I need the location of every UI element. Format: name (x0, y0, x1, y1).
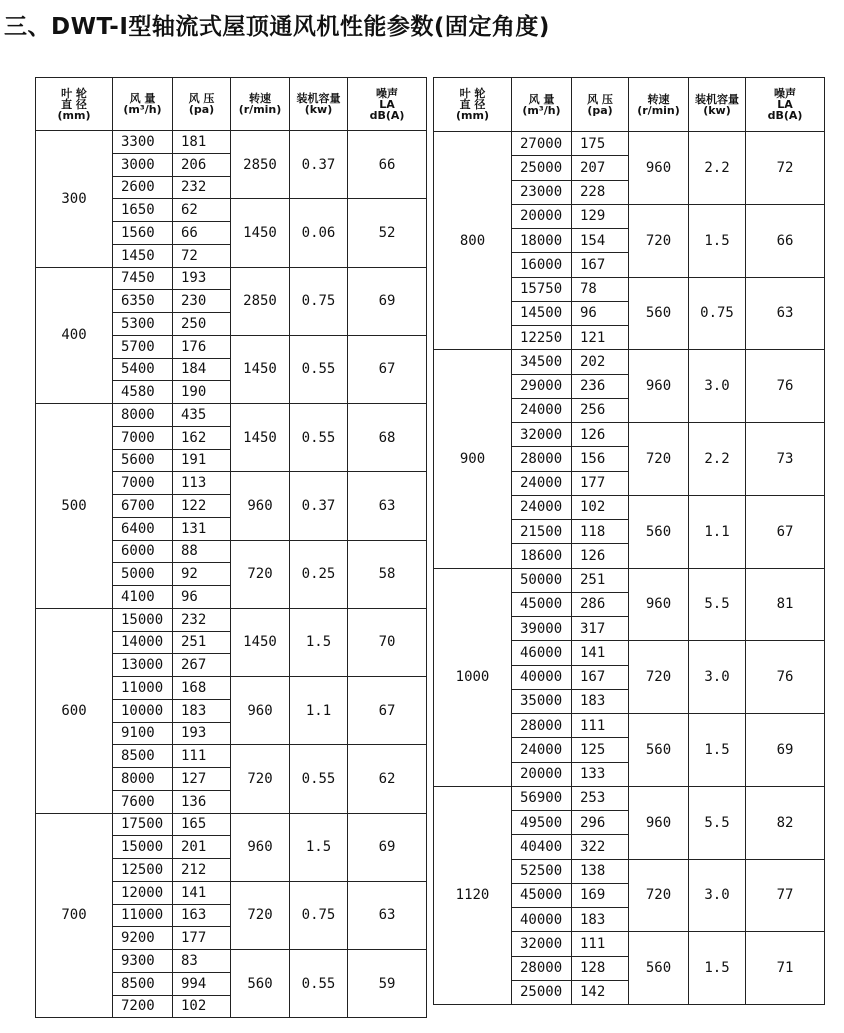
airflow-cell: 14000 (113, 631, 173, 654)
airflow-cell: 5600 (113, 449, 173, 472)
pressure-cell: 232 (173, 608, 231, 631)
power-cell: 0.55 (290, 404, 348, 472)
diameter-cell: 500 (36, 404, 113, 609)
airflow-cell: 28000 (512, 956, 572, 980)
pressure-cell: 232 (173, 176, 231, 199)
speed-cell: 2850 (231, 267, 290, 335)
power-cell: 1.5 (689, 714, 746, 787)
noise-cell: 66 (746, 204, 825, 277)
pressure-cell: 111 (572, 714, 629, 738)
airflow-cell: 23000 (512, 180, 572, 204)
speed-cell: 720 (231, 745, 290, 813)
diameter-cell: 600 (36, 608, 113, 813)
pressure-cell: 88 (173, 540, 231, 563)
airflow-cell: 20000 (512, 204, 572, 228)
noise-cell: 76 (746, 350, 825, 423)
airflow-cell: 34500 (512, 350, 572, 374)
power-cell: 3.0 (689, 350, 746, 423)
noise-cell: 52 (348, 199, 427, 267)
airflow-cell: 24000 (512, 471, 572, 495)
pressure-cell: 317 (572, 617, 629, 641)
table-row (434, 350, 825, 374)
noise-cell: 63 (348, 881, 427, 949)
pressure-cell: 165 (173, 813, 231, 836)
table-row (434, 568, 825, 592)
pressure-cell: 207 (572, 156, 629, 180)
speed-cell: 560 (629, 714, 689, 787)
pressure-cell: 121 (572, 326, 629, 350)
noise-cell: 66 (348, 131, 427, 199)
noise-cell: 71 (746, 932, 825, 1005)
header-noise: 噪声 LA dB(A) (746, 78, 825, 132)
airflow-cell: 17500 (113, 813, 173, 836)
header-noise: 噪声 LA dB(A) (348, 78, 427, 131)
power-cell: 2.2 (689, 423, 746, 496)
airflow-cell: 24000 (512, 738, 572, 762)
speed-cell: 960 (629, 568, 689, 641)
table-row (434, 786, 825, 810)
diameter-cell: 800 (434, 132, 512, 350)
airflow-cell: 4100 (113, 586, 173, 609)
speed-cell: 1450 (231, 404, 290, 472)
noise-cell: 73 (746, 423, 825, 496)
airflow-cell: 40000 (512, 908, 572, 932)
pressure-cell: 253 (572, 786, 629, 810)
power-cell: 0.75 (290, 881, 348, 949)
pressure-cell: 177 (572, 471, 629, 495)
airflow-cell: 5000 (113, 563, 173, 586)
noise-cell: 70 (348, 608, 427, 676)
pressure-cell: 96 (173, 586, 231, 609)
airflow-cell: 7200 (113, 995, 173, 1018)
airflow-cell: 9100 (113, 722, 173, 745)
table-row (36, 608, 427, 631)
performance-table-left (35, 77, 427, 1018)
airflow-cell: 52500 (512, 859, 572, 883)
pressure-cell: 129 (572, 204, 629, 228)
airflow-cell: 1650 (113, 199, 173, 222)
airflow-cell: 1450 (113, 244, 173, 267)
pressure-cell: 141 (572, 641, 629, 665)
noise-cell: 63 (746, 277, 825, 350)
noise-cell: 67 (348, 677, 427, 745)
airflow-cell: 28000 (512, 714, 572, 738)
noise-cell: 62 (348, 745, 427, 813)
power-cell: 0.75 (290, 267, 348, 335)
airflow-cell: 5400 (113, 358, 173, 381)
speed-cell: 560 (629, 277, 689, 350)
airflow-cell: 27000 (512, 132, 572, 156)
pressure-cell: 102 (572, 495, 629, 519)
airflow-cell: 7000 (113, 472, 173, 495)
power-cell: 1.1 (290, 677, 348, 745)
airflow-cell: 8000 (113, 404, 173, 427)
pressure-cell: 125 (572, 738, 629, 762)
pressure-cell: 256 (572, 398, 629, 422)
power-cell: 0.55 (290, 335, 348, 403)
airflow-cell: 24000 (512, 495, 572, 519)
airflow-cell: 6400 (113, 517, 173, 540)
pressure-cell: 136 (173, 790, 231, 813)
speed-cell: 720 (629, 204, 689, 277)
pressure-cell: 163 (173, 904, 231, 927)
performance-table-right (433, 77, 825, 1005)
pressure-cell: 193 (173, 722, 231, 745)
airflow-cell: 21500 (512, 520, 572, 544)
pressure-cell: 141 (173, 881, 231, 904)
pressure-cell: 286 (572, 592, 629, 616)
header-power: 装机容量 (kw) (689, 78, 746, 132)
diameter-cell: 1000 (434, 568, 512, 786)
airflow-cell: 29000 (512, 374, 572, 398)
pressure-cell: 183 (173, 699, 231, 722)
power-cell: 5.5 (689, 568, 746, 641)
airflow-cell: 28000 (512, 447, 572, 471)
airflow-cell: 35000 (512, 689, 572, 713)
airflow-cell: 39000 (512, 617, 572, 641)
pressure-cell: 191 (173, 449, 231, 472)
header-pressure: 风 压 (pa) (173, 78, 231, 131)
pressure-cell: 138 (572, 859, 629, 883)
pressure-cell: 230 (173, 290, 231, 313)
pressure-cell: 202 (572, 350, 629, 374)
noise-cell: 69 (746, 714, 825, 787)
pressure-cell: 78 (572, 277, 629, 301)
pressure-cell: 154 (572, 229, 629, 253)
power-cell: 5.5 (689, 786, 746, 859)
speed-cell: 960 (231, 472, 290, 540)
table-row (36, 131, 427, 154)
power-cell: 0.37 (290, 131, 348, 199)
pressure-cell: 142 (572, 980, 629, 1004)
pressure-cell: 169 (572, 883, 629, 907)
header-row (36, 78, 427, 131)
pressure-cell: 212 (173, 859, 231, 882)
table-row (36, 813, 427, 836)
pressure-cell: 126 (572, 423, 629, 447)
power-cell: 0.37 (290, 472, 348, 540)
speed-cell: 720 (629, 859, 689, 932)
power-cell: 1.5 (689, 204, 746, 277)
speed-cell: 960 (629, 132, 689, 205)
power-cell: 2.2 (689, 132, 746, 205)
header-diameter: 叶 轮 直 径 (mm) (434, 78, 512, 132)
noise-cell: 67 (746, 495, 825, 568)
pressure-cell: 250 (173, 313, 231, 336)
airflow-cell: 50000 (512, 568, 572, 592)
power-cell: 0.55 (290, 745, 348, 813)
airflow-cell: 12000 (113, 881, 173, 904)
airflow-cell: 14500 (512, 301, 572, 325)
power-cell: 1.1 (689, 495, 746, 568)
table-row (434, 132, 825, 156)
pressure-cell: 201 (173, 836, 231, 859)
speed-cell: 960 (629, 786, 689, 859)
pressure-cell: 183 (572, 908, 629, 932)
airflow-cell: 25000 (512, 980, 572, 1004)
pressure-cell: 435 (173, 404, 231, 427)
pressure-cell: 83 (173, 950, 231, 973)
pressure-cell: 62 (173, 199, 231, 222)
power-cell: 0.55 (290, 950, 348, 1018)
airflow-cell: 24000 (512, 398, 572, 422)
speed-cell: 720 (231, 881, 290, 949)
airflow-cell: 15000 (113, 836, 173, 859)
pressure-cell: 296 (572, 811, 629, 835)
diameter-cell: 1120 (434, 786, 512, 1004)
pressure-cell: 111 (173, 745, 231, 768)
pressure-cell: 190 (173, 381, 231, 404)
noise-cell: 69 (348, 267, 427, 335)
pressure-cell: 111 (572, 932, 629, 956)
diameter-cell: 700 (36, 813, 113, 1018)
airflow-cell: 18600 (512, 544, 572, 568)
power-cell: 1.5 (290, 608, 348, 676)
power-cell: 1.5 (689, 932, 746, 1005)
speed-cell: 560 (231, 950, 290, 1018)
pressure-cell: 168 (173, 677, 231, 700)
airflow-cell: 49500 (512, 811, 572, 835)
speed-cell: 1450 (231, 608, 290, 676)
pressure-cell: 228 (572, 180, 629, 204)
pressure-cell: 167 (572, 253, 629, 277)
speed-cell: 960 (629, 350, 689, 423)
noise-cell: 59 (348, 950, 427, 1018)
airflow-cell: 15000 (113, 608, 173, 631)
airflow-cell: 9300 (113, 950, 173, 973)
pressure-cell: 994 (173, 972, 231, 995)
pressure-cell: 177 (173, 927, 231, 950)
pressure-cell: 72 (173, 244, 231, 267)
page-title: 三、DWT-Ⅰ型轴流式屋顶通风机性能参数(固定角度) (4, 14, 550, 40)
pressure-cell: 128 (572, 956, 629, 980)
header-power: 装机容量 (kw) (290, 78, 348, 131)
airflow-cell: 10000 (113, 699, 173, 722)
pressure-cell: 322 (572, 835, 629, 859)
speed-cell: 960 (231, 677, 290, 745)
airflow-cell: 6000 (113, 540, 173, 563)
pressure-cell: 251 (173, 631, 231, 654)
speed-cell: 960 (231, 813, 290, 881)
airflow-cell: 3300 (113, 131, 173, 154)
pressure-cell: 156 (572, 447, 629, 471)
noise-cell: 67 (348, 335, 427, 403)
airflow-cell: 32000 (512, 932, 572, 956)
pressure-cell: 181 (173, 131, 231, 154)
speed-cell: 560 (629, 495, 689, 568)
airflow-cell: 45000 (512, 592, 572, 616)
speed-cell: 2850 (231, 131, 290, 199)
noise-cell: 72 (746, 132, 825, 205)
speed-cell: 720 (629, 423, 689, 496)
pressure-cell: 236 (572, 374, 629, 398)
airflow-cell: 12500 (113, 859, 173, 882)
pressure-cell: 113 (173, 472, 231, 495)
pressure-cell: 92 (173, 563, 231, 586)
airflow-cell: 16000 (512, 253, 572, 277)
pressure-cell: 127 (173, 768, 231, 791)
header-speed: 转速 (r/min) (629, 78, 689, 132)
noise-cell: 63 (348, 472, 427, 540)
airflow-cell: 45000 (512, 883, 572, 907)
power-cell: 0.75 (689, 277, 746, 350)
speed-cell: 1450 (231, 199, 290, 267)
diameter-cell: 300 (36, 131, 113, 268)
speed-cell: 720 (629, 641, 689, 714)
pressure-cell: 102 (173, 995, 231, 1018)
noise-cell: 77 (746, 859, 825, 932)
power-cell: 0.25 (290, 540, 348, 608)
airflow-cell: 5700 (113, 335, 173, 358)
airflow-cell: 20000 (512, 762, 572, 786)
airflow-cell: 18000 (512, 229, 572, 253)
airflow-cell: 5300 (113, 313, 173, 336)
speed-cell: 720 (231, 540, 290, 608)
airflow-cell: 25000 (512, 156, 572, 180)
noise-cell: 76 (746, 641, 825, 714)
noise-cell: 68 (348, 404, 427, 472)
airflow-cell: 3000 (113, 153, 173, 176)
airflow-cell: 12250 (512, 326, 572, 350)
airflow-cell: 8000 (113, 768, 173, 791)
airflow-cell: 1560 (113, 222, 173, 245)
table-row (36, 267, 427, 290)
pressure-cell: 176 (173, 335, 231, 358)
airflow-cell: 40400 (512, 835, 572, 859)
airflow-cell: 7600 (113, 790, 173, 813)
airflow-cell: 11000 (113, 904, 173, 927)
airflow-cell: 13000 (113, 654, 173, 677)
speed-cell: 1450 (231, 335, 290, 403)
noise-cell: 82 (746, 786, 825, 859)
airflow-cell: 56900 (512, 786, 572, 810)
airflow-cell: 9200 (113, 927, 173, 950)
airflow-cell: 32000 (512, 423, 572, 447)
airflow-cell: 2600 (113, 176, 173, 199)
airflow-cell: 15750 (512, 277, 572, 301)
pressure-cell: 126 (572, 544, 629, 568)
airflow-cell: 6350 (113, 290, 173, 313)
pressure-cell: 184 (173, 358, 231, 381)
pressure-cell: 66 (173, 222, 231, 245)
pressure-cell: 131 (173, 517, 231, 540)
power-cell: 3.0 (689, 859, 746, 932)
pressure-cell: 251 (572, 568, 629, 592)
airflow-cell: 8500 (113, 745, 173, 768)
power-cell: 1.5 (290, 813, 348, 881)
airflow-cell: 7450 (113, 267, 173, 290)
pressure-cell: 193 (173, 267, 231, 290)
noise-cell: 69 (348, 813, 427, 881)
pressure-cell: 162 (173, 426, 231, 449)
power-cell: 0.06 (290, 199, 348, 267)
pressure-cell: 267 (173, 654, 231, 677)
pressure-cell: 133 (572, 762, 629, 786)
header-pressure: 风 压 (pa) (572, 78, 629, 132)
header-row (434, 78, 825, 132)
pressure-cell: 167 (572, 665, 629, 689)
pressure-cell: 122 (173, 495, 231, 518)
pressure-cell: 96 (572, 301, 629, 325)
diameter-cell: 900 (434, 350, 512, 568)
power-cell: 3.0 (689, 641, 746, 714)
airflow-cell: 6700 (113, 495, 173, 518)
pressure-cell: 118 (572, 520, 629, 544)
airflow-cell: 46000 (512, 641, 572, 665)
airflow-cell: 7000 (113, 426, 173, 449)
table-row (36, 404, 427, 427)
airflow-cell: 8500 (113, 972, 173, 995)
header-airflow: 风 量 (m³/h) (113, 78, 173, 131)
pressure-cell: 206 (173, 153, 231, 176)
header-diameter: 叶 轮 直 径 (mm) (36, 78, 113, 131)
header-speed: 转速 (r/min) (231, 78, 290, 131)
pressure-cell: 175 (572, 132, 629, 156)
speed-cell: 560 (629, 932, 689, 1005)
airflow-cell: 40000 (512, 665, 572, 689)
pressure-cell: 183 (572, 689, 629, 713)
diameter-cell: 400 (36, 267, 113, 404)
airflow-cell: 11000 (113, 677, 173, 700)
noise-cell: 81 (746, 568, 825, 641)
header-airflow: 风 量 (m³/h) (512, 78, 572, 132)
airflow-cell: 4580 (113, 381, 173, 404)
noise-cell: 58 (348, 540, 427, 608)
